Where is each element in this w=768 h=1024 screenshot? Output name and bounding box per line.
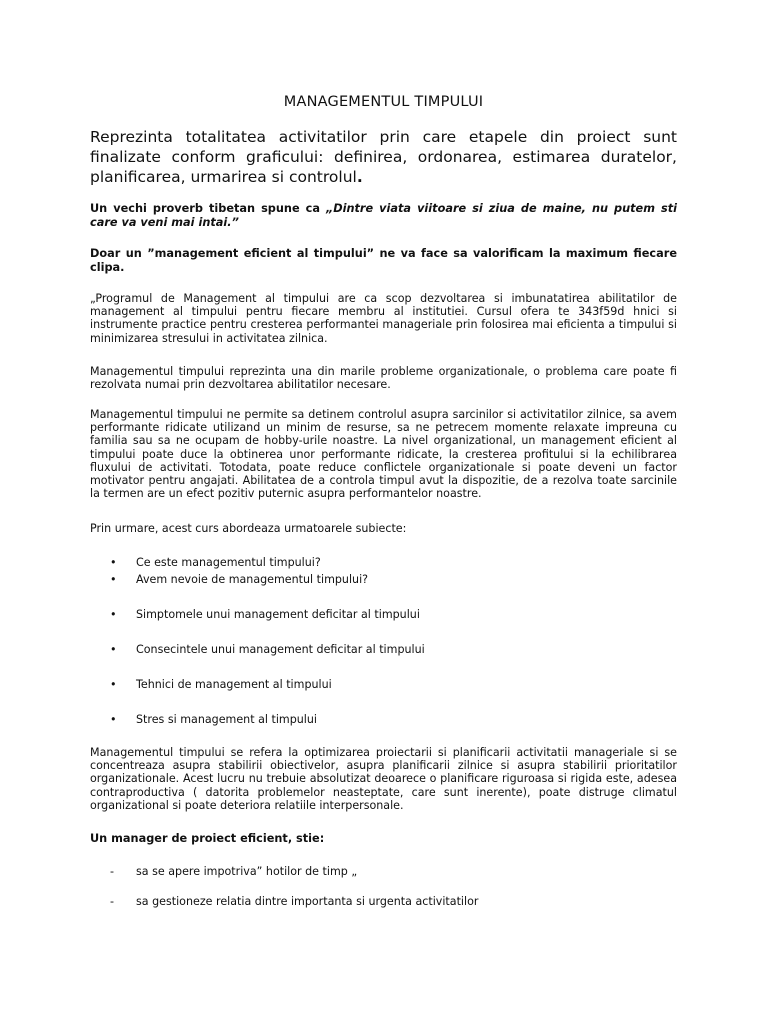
bullet-marker: •: [110, 678, 117, 691]
proverb-paragraph: [90, 202, 677, 229]
bullet-marker: •: [110, 573, 117, 586]
bullet-marker: •: [110, 713, 117, 726]
efficient-management-paragraph: Doar un ”management eficient al timpului” ne va face sa valorificam la maximum fiecare clipa.: [90, 247, 677, 274]
list-item: - sa se apere impotriva” hotilor de timp „: [110, 865, 358, 878]
list-item: • Avem nevoie de managementul timpului?: [110, 573, 369, 586]
list-item: • Stres si management al timpului: [110, 713, 317, 726]
bullet-marker: •: [110, 556, 117, 569]
lead-period: .: [356, 168, 363, 186]
subjects-intro: Prin urmare, acest curs abordeaza urmatoarele subiecte:: [90, 522, 407, 535]
problem-paragraph: Managementul timpului reprezinta una din marile probleme organizationale, o problema care poate fi rezolvata numai prin dezvoltarea abilitatilor necesare.: [90, 365, 677, 392]
proverb-intro: Un vechi proverb tibetan spune ca: [90, 202, 326, 215]
program-paragraph: „Programul de Management al timpului are ca scop dezvoltarea si imbunatatirea abilitatilor de management al timpului pentru fiecare membru al institutiei. Cursul ofera te 343f59d hnici si instrumente practice pentru cresterea performantei manageriale prin folosirea mai eficienta a timpului si minimizarea stresului in activitatea zilnica.: [90, 292, 677, 345]
manager-heading: Un manager de proiect eficient, stie:: [90, 832, 325, 845]
dash-marker: -: [110, 895, 115, 908]
control-paragraph: Managementul timpului ne permite sa detinem controlul asupra sarcinilor si activitatilor zilnice, sa avem performante ridicate utilizand un minim de resurse, sa ne petrecem momente relaxate impreuna cu familia sau sa ne ocupam de hobby-urile noastre. La nivel organizational, un management eficient al timpului poate duce la obtinerea unor performante ridicate, la cresterea profitului si la echilibrarea fluxului de activitati. Totodata, poate reduce conflictele organizationale si poate deveni un factor motivator pentru angajati. Abilitatea de a controla timpul avut la dispozitie, de a rezolva toate sarcinile la termen are un efect pozitiv puternic asupra performantelor noastre.: [90, 408, 677, 501]
list-item: • Tehnici de management al timpului: [110, 678, 332, 691]
document-title: MANAGEMENTUL TIMPULUI: [283, 94, 484, 110]
dash-marker: -: [110, 865, 115, 878]
definition-paragraph: Managementul timpului se refera la optimizarea proiectarii si planificarii activitatii manageriale si se concentreaza asupra stabilirii obiectivelor, asupra planificarii zilnice si asupra stabilirii prioritatilor organizationale. Acest lucru nu trebuie absolutizat deoarece o planificare riguroasa si rigida este, adesea contraproductiva ( datorita problemelor neasteptate, care sunt inerente), poate distruge climatul organizational si poate deteriora relatiile interpersonale.: [90, 746, 677, 812]
lead-paragraph: [90, 127, 677, 187]
list-item: • Consecintele unui management deficitar al timpului: [110, 643, 425, 656]
proverb-quote: „Dintre viata viitoare si ziua de maine, nu putem sti care va veni mai intai.”: [90, 202, 677, 229]
bullet-marker: •: [110, 608, 117, 621]
list-item: • Ce este managementul timpului?: [110, 556, 321, 569]
lead-text: Reprezinta totalitatea activitatilor prin care etapele din proiect sunt finalizate conform graficului: definirea, ordonarea, estimarea duratelor, planificarea, urmarirea si controlul: [90, 128, 677, 186]
bullet-marker: •: [110, 643, 117, 656]
list-item: - sa gestioneze relatia dintre importanta si urgenta activitatilor: [110, 895, 479, 908]
list-item: • Simptomele unui management deficitar al timpului: [110, 608, 420, 621]
